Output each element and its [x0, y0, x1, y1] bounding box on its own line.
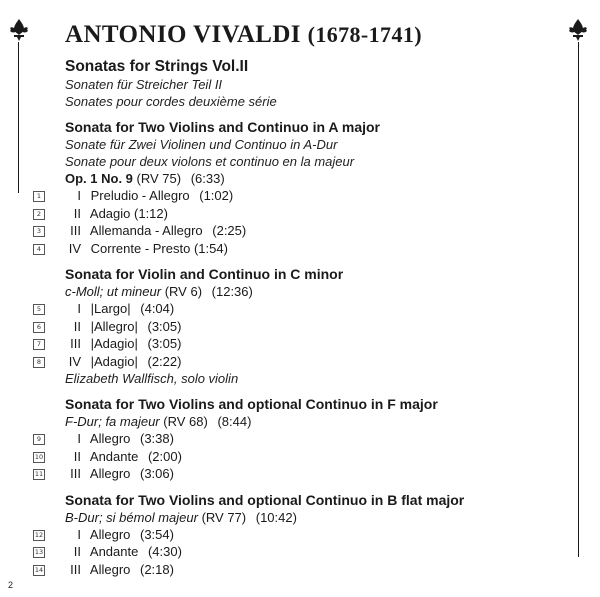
track-listing [34, 20, 575, 578]
movement-row [36, 353, 575, 371]
rv-number: (RV 75) [136, 171, 182, 186]
track-number: 6 [33, 322, 45, 333]
movement-time: (3:05) [147, 318, 182, 334]
sonata-f-major [34, 395, 575, 483]
movement-title: Andante [89, 544, 139, 559]
page-number: 2 [8, 580, 14, 590]
sonata-title-german: Sonate für Zwei Violinen und Continuo in A-Dur [65, 137, 338, 152]
rv-number: (RV 6) [164, 284, 203, 299]
movement-title: Preludio - Allegro [90, 188, 190, 203]
movement-time: (4:30) [147, 544, 182, 559]
movement-numeral: II [73, 205, 81, 221]
movement-time: (1:54) [193, 240, 228, 256]
movement-time: (1:02) [199, 188, 234, 203]
movement-row [34, 465, 575, 483]
movement-row [34, 543, 575, 561]
track-number: 4 [33, 244, 45, 255]
movement-row [36, 222, 575, 240]
movement-title: |Adagio| [90, 353, 138, 369]
track-number: 9 [33, 434, 45, 445]
movement-numeral: I [77, 526, 81, 542]
track-number: 2 [33, 209, 45, 220]
movement-row [36, 318, 575, 336]
movement-row [34, 561, 575, 579]
track-number: 10 [34, 452, 44, 461]
sonata-catalogue [65, 509, 575, 526]
volume-title: Sonatas for Strings Vol.II [65, 58, 249, 75]
track-number: 12 [34, 530, 44, 539]
sonata-c-minor [36, 265, 575, 387]
movement-row [36, 187, 575, 205]
movement-numeral: I [77, 431, 81, 446]
movement-row [36, 205, 575, 223]
volume-title-german: Sonaten für Streicher Teil II [65, 77, 223, 92]
movement-row [34, 526, 575, 544]
track-number: 7 [33, 339, 45, 350]
movement-title: Allegro [89, 561, 131, 577]
movement-title: Allegro [89, 431, 131, 446]
movement-time: (3:06) [140, 466, 174, 481]
rv-number: (RV 68) [163, 414, 208, 429]
sonata-title-french: Sonate pour deux violons et continuo en la majeur [65, 154, 355, 169]
sonata-duration: (6:33) [190, 171, 225, 186]
movement-row [36, 430, 575, 448]
track-number: 11 [34, 470, 44, 478]
opus-number: Op. 1 No. 9 [65, 171, 133, 186]
performer-credit: Elizabeth Wallfisch, solo violin [65, 371, 239, 386]
movement-title: Allegro [89, 466, 131, 481]
movement-row [36, 240, 575, 258]
track-number: 3 [33, 226, 45, 237]
composer-name: ANTONIO VIVALDI [65, 21, 301, 48]
movement-title: |Adagio| [90, 336, 138, 351]
sonata-title: Sonata for Violin and Continuo in C minor [65, 266, 344, 282]
rv-number: (RV 77) [201, 509, 247, 525]
sonata-duration: (10:42) [255, 509, 297, 525]
movement-time: (3:38) [140, 431, 174, 446]
sonata-catalogue [65, 170, 575, 187]
movement-time: (3:05) [147, 336, 182, 351]
movement-numeral: III [70, 336, 81, 351]
movement-row [34, 448, 575, 466]
composer-dates: (1678-1741) [307, 22, 422, 47]
sonata-key-translations: c-Moll; ut mineur [65, 284, 162, 299]
sonata-title: Sonata for Two Violins and optional Continuo in B flat major [65, 491, 465, 508]
sonata-a-major [36, 118, 575, 257]
movement-title: Andante [89, 448, 139, 464]
movement-numeral: III [70, 561, 81, 577]
track-number: 5 [33, 304, 45, 315]
movement-numeral: II [73, 318, 81, 334]
movement-time: (4:04) [140, 301, 175, 316]
movement-title: Corrente - Presto [90, 240, 191, 256]
movement-time: (2:25) [212, 223, 247, 238]
movement-title: Allegro [89, 526, 131, 542]
volume-title-french: Sonates pour cordes deuxième série [65, 94, 277, 109]
movement-numeral: III [70, 223, 81, 238]
track-number: 13 [34, 548, 44, 556]
track-number: 1 [33, 191, 45, 202]
movement-numeral: IV [68, 353, 81, 369]
movement-numeral: I [77, 188, 81, 203]
movement-numeral: I [77, 301, 81, 316]
movement-numeral: IV [68, 240, 81, 256]
sonata-duration: (12:36) [211, 284, 253, 299]
sonata-catalogue [65, 413, 575, 430]
fleur-de-lis-icon [8, 18, 30, 42]
sonata-key-translations: F-Dur; fa majeur [65, 414, 160, 429]
sonata-title: Sonata for Two Violins and Continuo in A major [65, 119, 380, 135]
sonata-title: Sonata for Two Violins and optional Continuo in F major [65, 396, 438, 412]
movement-row [36, 335, 575, 353]
sonata-b-flat-major [34, 491, 575, 579]
movement-numeral: II [73, 448, 81, 464]
movement-title: |Largo| [90, 301, 131, 316]
sonata-key-translations: B-Dur; si bémol majeur [65, 509, 198, 525]
sonata-duration: (8:44) [217, 414, 252, 429]
left-vertical-rule [18, 42, 20, 193]
composer-heading [65, 20, 575, 50]
movement-title: Allemanda - Allegro [89, 223, 203, 238]
movement-row [36, 300, 575, 318]
movement-time: (2:18) [140, 561, 174, 577]
movement-title: |Allegro| [90, 318, 138, 334]
movement-time: (2:00) [147, 448, 182, 464]
right-vertical-rule [578, 42, 580, 557]
movement-time: (2:22) [147, 353, 182, 369]
movement-title: Adagio [89, 205, 131, 221]
movement-numeral: II [73, 544, 81, 559]
movement-time: (1:12) [134, 205, 168, 221]
track-number: 14 [34, 565, 44, 574]
movement-numeral: III [70, 466, 81, 481]
track-number: 8 [33, 357, 45, 368]
sonata-catalogue [65, 283, 575, 300]
movement-time: (3:54) [140, 526, 174, 542]
